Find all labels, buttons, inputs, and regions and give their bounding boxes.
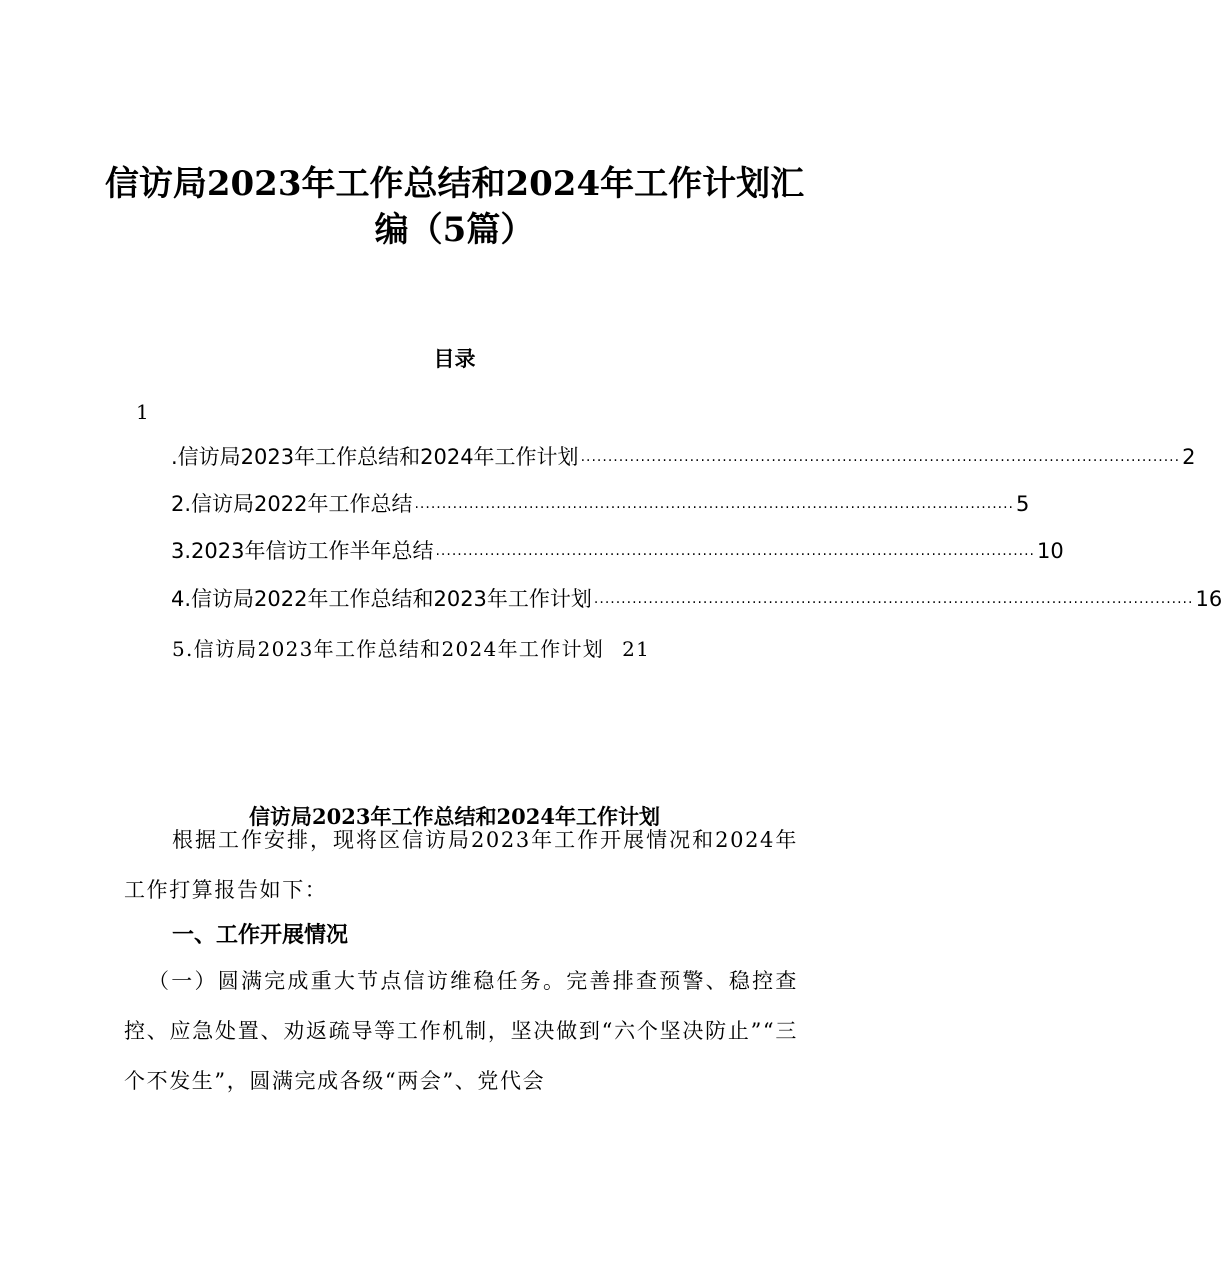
toc-entry-page: 16 — [1195, 587, 1222, 611]
document-title-line1: 信访局2023年工作总结和2024年工作计划汇 — [104, 164, 805, 204]
toc-heading: 目录 — [433, 346, 476, 371]
body-paragraph: 根据工作安排，现将区信访局2023年工作开展情况和2024年工作打算报告如下： — [124, 828, 798, 902]
body-paragraph: （一）圆满完成重大节点信访维稳任务。完善排查预警、稳控查控、应急处置、劝返疏导等工作机制，坚决做到“六个坚决防止”“三个不发生”，圆满完成各级“两会”、党代会 — [124, 969, 798, 1093]
toc-entry-page: 5 — [1016, 492, 1030, 516]
toc-entry-page: 10 — [1037, 539, 1064, 563]
toc-entry-last[interactable] — [172, 634, 650, 664]
section-title: 信访局2023年工作总结和2024年工作计划 — [249, 804, 660, 829]
toc-entry[interactable] — [171, 534, 1064, 566]
toc-entry-text: 2.信访局2022年工作总结 — [171, 492, 413, 516]
toc-entry[interactable] — [171, 440, 1196, 472]
toc-entry-text: 4.信访局2022年工作总结和2023年工作计划 — [171, 587, 592, 611]
toc-entry-text: 3.2023年信访工作半年总结 — [171, 539, 434, 563]
section-heading: 一、工作开展情况 — [172, 923, 349, 948]
toc-entry-page: 21 — [622, 637, 651, 661]
toc-entry-text: 5.信访局2023年工作总结和2024年工作计划 — [172, 637, 605, 661]
toc-dot-leader: .............................................................................................................. — [593, 591, 1194, 607]
toc-entry[interactable] — [171, 582, 1222, 614]
document-title-line2: 编（5篇） — [374, 210, 535, 250]
toc-entry[interactable] — [171, 487, 1030, 519]
toc-entry-text: .信访局2023年工作总结和2024年工作计划 — [171, 445, 579, 469]
toc-dot-leader: .............................................................................................................. — [414, 496, 1015, 512]
toc-dot-leader: .............................................................................................................. — [580, 449, 1181, 465]
toc-dot-leader: .............................................................................................................. — [435, 543, 1036, 559]
toc-number: 1 — [136, 400, 149, 424]
toc-entry-page: 2 — [1182, 445, 1196, 469]
